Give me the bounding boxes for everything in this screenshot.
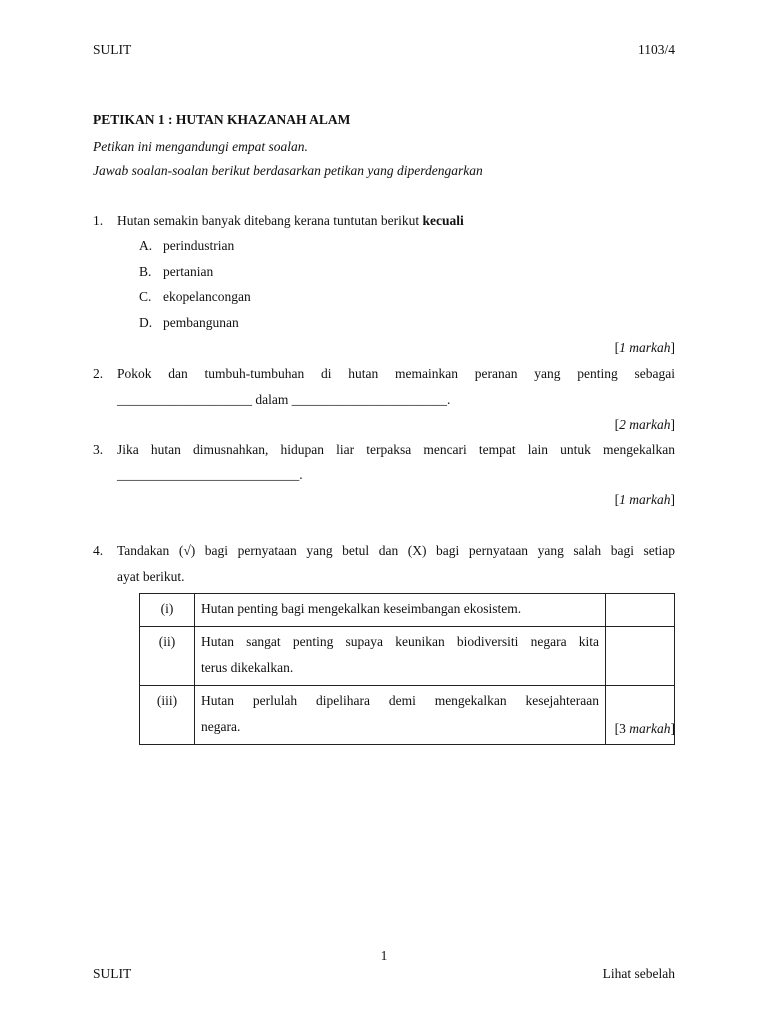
marks-close: ] xyxy=(670,417,675,432)
row-number: (i) xyxy=(140,594,195,627)
option-letter: C. xyxy=(139,289,152,304)
statement-cell xyxy=(195,686,606,745)
marks-open: [ xyxy=(614,340,620,355)
question-1-marks xyxy=(615,340,675,356)
question-number: 2. xyxy=(93,366,104,381)
answer-box[interactable] xyxy=(606,594,675,627)
marks-open: [3 xyxy=(614,721,630,736)
option-d xyxy=(139,315,239,331)
question-3-blank: ___________________________. xyxy=(117,467,303,482)
section-intro-2: Jawab soalan-soalan berikut berdasarkan petikan yang diperdengarkan xyxy=(93,163,483,178)
option-text: pertanian xyxy=(163,264,214,279)
header-code: 1103/4 xyxy=(638,42,675,57)
question-1-emphasis: kecuali xyxy=(422,213,464,228)
question-number: 4. xyxy=(93,543,104,558)
table-row xyxy=(140,686,675,745)
statement-line: Hutan penting bagi mengekalkan keseimbangan ekosistem. xyxy=(201,601,522,616)
footer-sulit: SULIT xyxy=(93,966,132,981)
question-4-text-cont: ayat berikut. xyxy=(117,569,185,584)
question-3 xyxy=(93,442,675,458)
marks-value: markah xyxy=(629,721,671,736)
question-number: 3. xyxy=(93,442,104,457)
statement-line: Hutan sangat penting supaya keunikan biodiversiti negara kita xyxy=(201,634,599,649)
question-2-blanks: ____________________ dalam _______________________. xyxy=(117,392,451,407)
statement-cell xyxy=(195,627,606,686)
question-text: Tandakan (√) bagi pernyataan yang betul dan (X) bagi pernyataan yang salah bagi setiap xyxy=(117,543,675,558)
statement-table xyxy=(139,593,675,745)
marks-value: 1 markah xyxy=(619,340,671,355)
question-4 xyxy=(93,543,675,559)
question-2 xyxy=(93,366,675,382)
option-letter: A. xyxy=(139,238,153,253)
question-text xyxy=(117,213,675,229)
question-3-marks xyxy=(615,492,675,508)
question-text: Pokok dan tumbuh-tumbuhan di hutan memainkan peranan yang penting sebagai xyxy=(117,366,675,381)
marks-close: ] xyxy=(670,340,675,355)
question-text: Jika hutan dimusnahkan, hidupan liar terpaksa mencari tempat lain untuk mengekalkan xyxy=(117,442,675,457)
option-letter: D. xyxy=(139,315,153,330)
footer-next-page: Lihat sebelah xyxy=(602,966,675,981)
table-row xyxy=(140,627,675,686)
question-4-marks xyxy=(615,721,675,737)
option-letter: B. xyxy=(139,264,152,279)
option-text: ekopelancongan xyxy=(163,289,251,304)
marks-close: ] xyxy=(670,492,675,507)
marks-close: ] xyxy=(670,721,675,736)
statement-line: terus dikekalkan. xyxy=(201,660,294,675)
question-1 xyxy=(93,213,675,229)
marks-value: 1 markah xyxy=(619,492,671,507)
marks-open: [ xyxy=(614,492,620,507)
marks-open: [ xyxy=(614,417,620,432)
answer-box[interactable] xyxy=(606,627,675,686)
option-b xyxy=(139,264,213,280)
option-c xyxy=(139,289,251,305)
header-sulit: SULIT xyxy=(93,42,132,57)
option-a xyxy=(139,238,234,254)
question-1-stem: Hutan semakin banyak ditebang kerana tuntutan berikut xyxy=(117,213,423,228)
statement-line: negara. xyxy=(201,719,241,734)
option-text: perindustrian xyxy=(163,238,235,253)
section-intro-1: Petikan ini mengandungi empat soalan. xyxy=(93,139,308,154)
section-title: PETIKAN 1 : HUTAN KHAZANAH ALAM xyxy=(93,112,351,127)
row-number: (ii) xyxy=(140,627,195,686)
statement-cell xyxy=(195,594,606,627)
option-text: pembangunan xyxy=(163,315,239,330)
page-number: 1 xyxy=(380,948,388,963)
question-number: 1. xyxy=(93,213,104,228)
question-2-marks xyxy=(615,417,675,433)
row-number: (iii) xyxy=(140,686,195,745)
statement-line: Hutan perlulah dipelihara demi mengekalkan kesejahteraan xyxy=(201,693,599,708)
table-row xyxy=(140,594,675,627)
marks-value: 2 markah xyxy=(619,417,671,432)
